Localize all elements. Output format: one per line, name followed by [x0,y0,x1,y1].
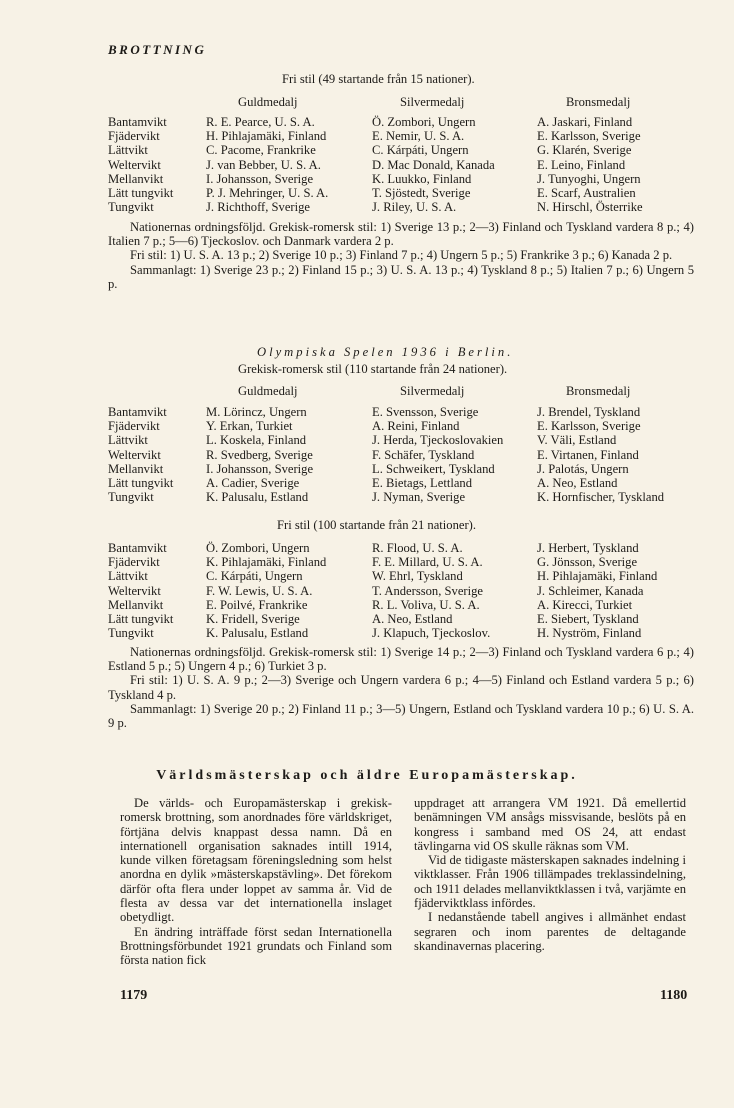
bronze-medalist: E. Karlsson, Sverige [537,419,641,434]
gold-medalist: J. van Bebber, U. S. A. [206,157,321,172]
weight-class: Mellanvikt [108,171,164,186]
standings-1-para: Sammanlagt: 1) Sverige 23 p.; 2) Finland 15 p.; 3) U. S. A. 13 p.; 4) Tyskland 8 p.; 5) Italien 7 p.; 6) Ungern 5 p. [108,262,694,291]
gold-medalist: K. Pihlajamäki, Finland [206,555,327,570]
weight-class: Tungvikt [108,490,154,505]
silver-medalist: C. Kárpáti, Ungern [372,143,469,158]
bronze-medalist: J. Brendel, Tyskland [537,405,641,419]
gold-medalist: Y. Erkan, Turkiet [206,419,293,434]
col-head-gold: Guldmedalj [238,384,298,398]
silver-medalist: W. Ehrl, Tyskland [372,569,463,584]
silver-medalist: R. Flood, U. S. A. [372,541,463,555]
bronze-medalist: H. Nyström, Finland [537,626,642,641]
silver-medalist: Ö. Zombori, Ungern [372,115,476,129]
page-number-right: 1180 [660,988,688,1003]
silver-medalist: T. Andersson, Sverige [372,583,483,598]
left-column [120,796,392,968]
silver-medalist: L. Schweikert, Tyskland [372,461,495,476]
gold-medalist: P. J. Mehringer, U. S. A. [206,186,329,200]
weight-class: Bantamvikt [108,115,167,129]
silver-medalist: R. L. Voliva, U. S. A. [372,597,480,612]
weight-class: Lättvikt [108,433,148,448]
right-column-para: uppdraget att arrangera VM 1921. Då emellertid benämningen VM ansågs missvisande, beslöts på en kongress i samband med OS 24, att endast tävlingarna vid OS skulle räknas som VM. [414,796,686,853]
gold-medalist: J. Richthoff, Sverige [206,200,311,215]
weight-class: Bantamvikt [108,405,167,419]
bronze-medalist: E. Virtanen, Finland [537,447,639,462]
gold-medalist: I. Johansson, Sverige [206,171,314,186]
right-column [414,796,686,953]
standings-1-para: Fri stil: 1) U. S. A. 13 p.; 2) Sverige 10 p.; 3) Finland 7 p.; 4) Ungern 5 p.; 5) Frankrike 3 p.; 6) Kanada 2 p. [130,248,673,263]
silver-medalist: A. Neo, Estland [372,612,453,626]
bronze-medalist: A. Kirecci, Turkiet [537,597,633,612]
bronze-medalist: J. Tunyoghi, Ungern [537,171,641,186]
standings-1 [108,220,694,291]
gold-medalist: K. Palusalu, Estland [206,626,309,641]
weight-class: Lätt tungvikt [108,476,174,490]
gold-medalist: E. Poilvé, Frankrike [206,597,308,612]
silver-medalist: J. Klapuch, Tjeckoslov. [372,626,491,641]
bronze-medalist: A. Neo, Estland [537,476,618,490]
weight-class: Fjädervikt [108,129,160,144]
section-title-grekisk: Grekisk-romersk stil (110 startande från 24 nationer). [238,362,508,376]
silver-medalist: D. Mac Donald, Kanada [372,157,495,172]
silver-medalist: F. Schäfer, Tyskland [372,447,475,462]
weight-class: Weltervikt [108,157,161,172]
silver-medalist: K. Luukko, Finland [372,171,472,186]
section-title-fri-stil-1: Fri stil (49 startande från 15 nationer). [282,72,475,86]
bronze-medalist: J. Herbert, Tyskland [537,541,639,555]
weight-class: Tungvikt [108,626,154,641]
bronze-medalist: E. Leino, Finland [537,157,626,172]
left-column-para: En ändring inträffade först sedan Internationella Brottningsförbundet 1921 grundats och Finland som första nation fick [120,924,392,968]
weight-class: Lätt tungvikt [108,186,174,200]
gold-medalist: M. Lörincz, Ungern [206,405,307,419]
section-title-fri-stil-2: Fri stil (100 startande från 21 nationer). [277,518,476,532]
weight-class: Mellanvikt [108,597,164,612]
weight-class: Mellanvikt [108,461,164,476]
col-head-bronze: Bronsmedalj [566,95,631,109]
bronze-medalist: E. Scarf, Australien [537,186,636,200]
gold-medalist: C. Kárpáti, Ungern [206,569,303,584]
col-head-silver: Silvermedalj [400,95,465,109]
weight-class: Lättvikt [108,569,148,584]
bronze-medalist: A. Jaskari, Finland [537,115,633,129]
bronze-medalist: G. Jönsson, Sverige [537,555,638,570]
bronze-medalist: E. Karlsson, Sverige [537,129,641,144]
silver-medalist: J. Nyman, Sverige [372,490,466,505]
gold-medalist: K. Fridell, Sverige [206,612,300,626]
gold-medalist: R. E. Pearce, U. S. A. [206,115,315,129]
weight-class: Lättvikt [108,143,148,158]
gold-medalist: A. Cadier, Sverige [206,476,300,490]
gold-medalist: H. Pihlajamäki, Finland [206,129,327,144]
standings-2-para: Sammanlagt: 1) Sverige 20 p.; 2) Finland 11 p.; 3—5) Ungern, Estland och Tyskland vardera 10 p.; 6) U. S. A. 9 p. [108,701,694,731]
bronze-medalist: K. Hornfischer, Tyskland [537,490,665,505]
weight-class: Tungvikt [108,200,154,215]
silver-medalist: J. Herda, Tjeckoslovakien [372,433,504,448]
right-column-para: Vid de tidigaste mästerskapen saknades indelning i viktklasser. Från 1906 tillämpades treklassindelning, och 1911 delades mellanviktklassen i två, varjämte en fjäderviktklass infördes. [414,853,686,911]
col-head-gold: Guldmedalj [238,95,298,109]
gold-medalist: R. Svedberg, Sverige [206,447,313,462]
bronze-medalist: G. Klarén, Sverige [537,143,632,158]
bronze-medalist: N. Hirschl, Österrike [537,200,643,215]
right-column-para: I nedanstående tabell angives i allmänhet endast segraren och inom parentes de deltagande skandinavernas placering. [414,910,686,953]
page-number-left: 1179 [120,988,148,1003]
running-head: BROTTNING [108,42,207,57]
col-head-bronze: Bronsmedalj [566,384,631,398]
weight-class: Bantamvikt [108,541,167,555]
weight-class: Fjädervikt [108,419,160,434]
bronze-medalist: J. Schleimer, Kanada [537,583,644,598]
silver-medalist: E. Bietags, Lettland [372,476,473,490]
standings-2 [108,645,694,730]
silver-medalist: E. Nemir, U. S. A. [372,129,465,144]
gold-medalist: F. W. Lewis, U. S. A. [206,583,313,598]
gold-medalist: K. Palusalu, Estland [206,490,309,505]
bronze-medalist: V. Väli, Estland [537,433,617,448]
silver-medalist: A. Reini, Finland [372,419,460,434]
standings-2-para: Nationernas ordningsföljd. Grekisk-romersk stil: 1) Sverige 14 p.; 2—3) Finland och Tyskland vardera 6 p.; 4) Estland 5 p.; 5) Ungern 4 p.; 6) Turkiet 3 p. [108,645,694,674]
silver-medalist: T. Sjöstedt, Sverige [372,186,471,200]
weight-class: Weltervikt [108,447,161,462]
left-column-para: De världs- och Europamästerskap i grekisk-romersk brottning, som anordnades före världskriget, förtjäna delvis knappast dessa namn. Då en internationell organisation saknades intill 1914, kunde vilken företagsam föreningsledning som helst anordna en dylik »mästerskapstävling». Det förekom därför ofta flera under loppet av samma år. Vid de flesta av dessa var det internationella inslaget obetydligt. [120,796,392,925]
gold-medalist: L. Koskela, Finland [206,433,307,448]
weight-class: Weltervikt [108,583,161,598]
olympics-heading: Olympiska Spelen 1936 i Berlin. [257,345,514,359]
standings-2-para: Fri stil: 1) U. S. A. 9 p.; 2—3) Sverige och Ungern vardera 6 p.; 4—5) Finland och Estland vardera 5 p.; 6) Tyskland 4 p. [108,673,694,702]
silver-medalist: F. E. Millard, U. S. A. [372,555,483,570]
bronze-medalist: E. Siebert, Tyskland [537,612,639,626]
silver-medalist: J. Riley, U. S. A. [372,200,457,215]
col-head-silver: Silvermedalj [400,384,465,398]
standings-1-para: Nationernas ordningsföljd. Grekisk-romersk stil: 1) Sverige 13 p.; 2—3) Finland och Tyskland vardera 8 p.; 4) Italien 7 p.; 5—6) Tjeckoslov. och Danmark vardera 2 p. [108,220,694,249]
gold-medalist: Ö. Zombori, Ungern [206,541,310,555]
bronze-medalist: J. Palotás, Ungern [537,461,629,476]
weight-class: Fjädervikt [108,555,160,570]
gold-medalist: I. Johansson, Sverige [206,461,314,476]
silver-medalist: E. Svensson, Sverige [372,405,479,419]
weight-class: Lätt tungvikt [108,612,174,626]
gold-medalist: C. Pacome, Frankrike [206,143,316,158]
article-title: Världsmästerskap och äldre Europamästerskap. [156,768,578,783]
bronze-medalist: H. Pihlajamäki, Finland [537,569,658,584]
